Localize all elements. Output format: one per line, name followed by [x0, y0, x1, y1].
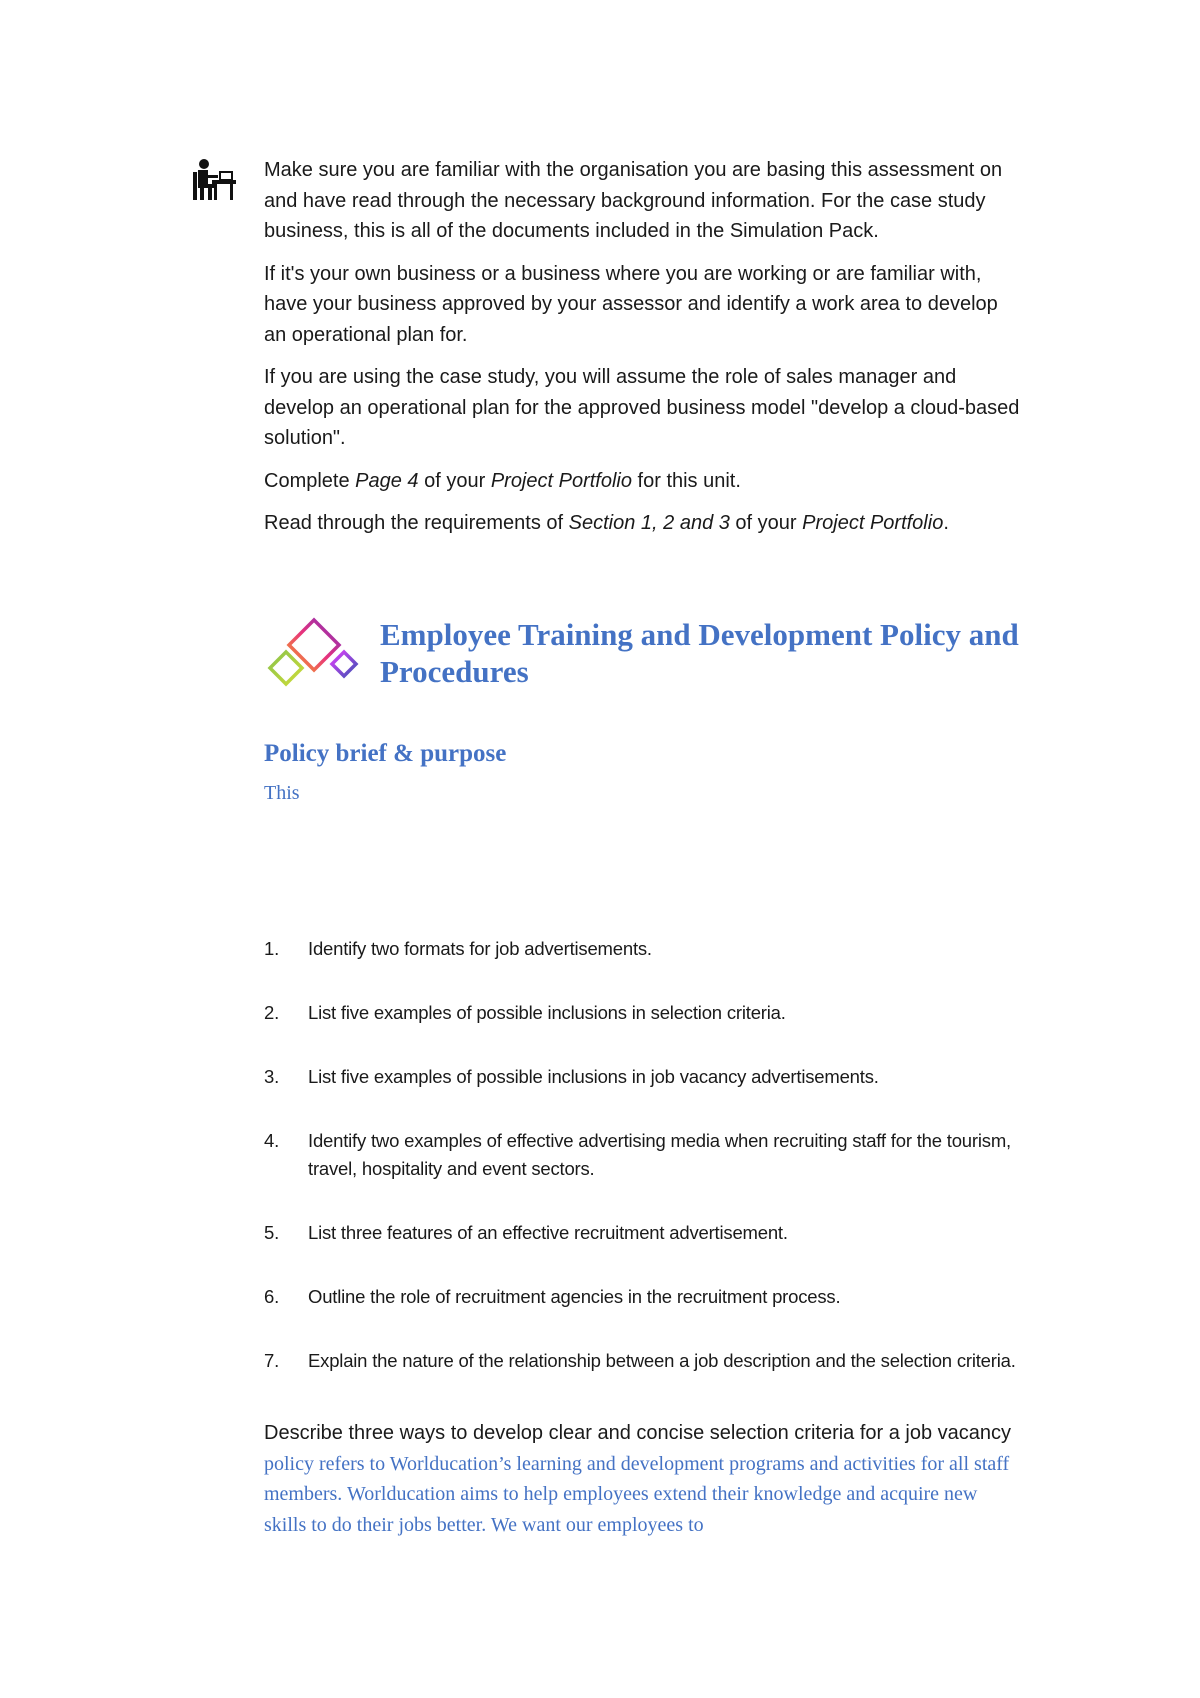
list-item-number: 1.	[264, 938, 280, 959]
instruction-paragraph: If it's your own business or a business where you are working or are familiar with, have your business approved by your assessor and identify a work area to develop an operational plan for.	[264, 262, 998, 346]
list-item-number: 6.	[264, 1286, 280, 1307]
list-item-number: 2.	[264, 1002, 280, 1023]
instruction-paragraph: Make sure you are familiar with the organisation you are basing this assessment on and have read through the necessary background information. For the case study business, this is all of the documents included in the Simulation Pack.	[264, 159, 1003, 242]
instruction-paragraph: Complete Page 4 of your Project Portfolio for this unit.	[264, 469, 741, 492]
list-item-text: List three features of an effective recruitment advertisement.	[308, 1222, 788, 1243]
list-item-number: 3.	[264, 1066, 280, 1087]
list-item	[264, 1347, 1024, 1375]
list-item	[264, 935, 1024, 963]
list-item-text: Explain the nature of the relationship between a job description and the selection criteria.	[308, 1350, 1016, 1371]
policy-brief-text: This	[264, 782, 300, 804]
list-item-text: Identify two formats for job advertisements.	[308, 938, 652, 959]
list-item-text: List five examples of possible inclusions in job vacancy advertisements.	[308, 1066, 879, 1087]
policy-brief-heading: Policy brief & purpose	[264, 740, 507, 767]
list-item-number: 7.	[264, 1350, 280, 1371]
policy-body-text: policy refers to Worlducation’s learning and development programs and activities for all staff members. Worlducation aims to help employees extend their knowledge and acquire new skills to do their jobs better. We want our employees to	[264, 1452, 1010, 1536]
list-item	[264, 999, 1024, 1027]
list-item-text: List five examples of possible inclusions in selection criteria.	[308, 1002, 786, 1023]
closing-question-text: Describe three ways to develop clear and concise selection criteria for a job vacancy	[264, 1422, 1012, 1444]
list-item	[264, 1219, 1024, 1247]
list-item-text: Identify two examples of effective advertising media when recruiting staff for the tourism, travel, hospitality and event sectors.	[308, 1130, 1011, 1179]
list-item	[264, 1063, 1024, 1091]
list-item	[264, 1283, 1024, 1311]
instructions-block	[264, 155, 1024, 551]
instruction-paragraph: Read through the requirements of Section 1, 2 and 3 of your Project Portfolio.	[264, 512, 949, 534]
diamond-squares-logo-icon	[264, 616, 364, 692]
instruction-paragraph: If you are using the case study, you will assume the role of sales manager and develop an operational plan for the approved business model "develop a cloud-based solution".	[264, 366, 1020, 449]
list-item-text: Outline the role of recruitment agencies in the recruitment process.	[308, 1286, 841, 1307]
question-list	[264, 935, 1024, 1411]
list-item-number: 4.	[264, 1130, 280, 1151]
closing-paragraph	[264, 1418, 1024, 1540]
person-at-desk-icon	[190, 158, 240, 208]
policy-title: Employee Training and Development Policy and Procedures	[380, 617, 1019, 689]
list-item-number: 5.	[264, 1222, 280, 1243]
list-item	[264, 1127, 1024, 1183]
